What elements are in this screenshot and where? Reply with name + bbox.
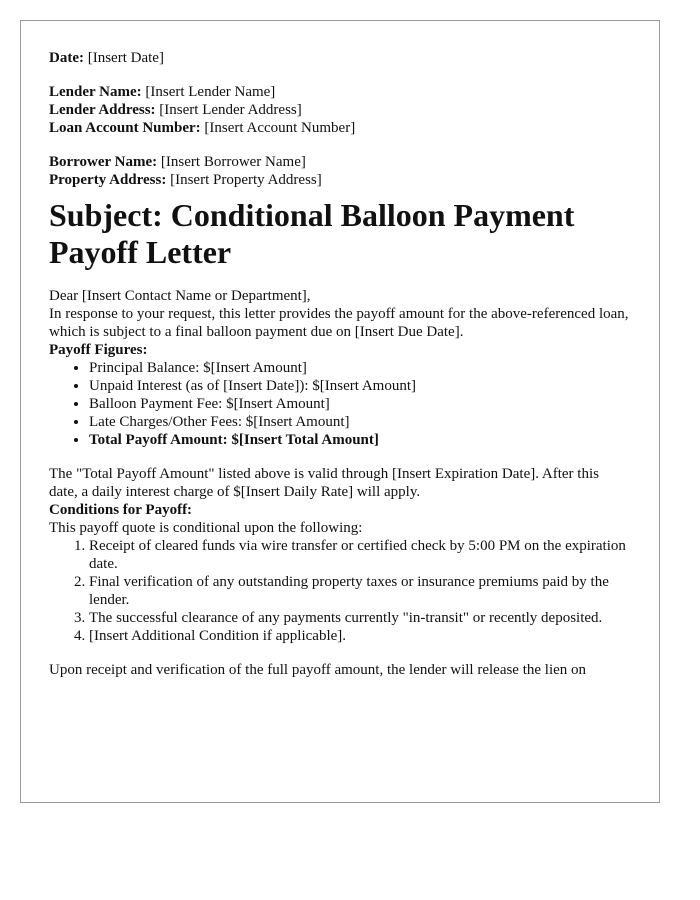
- closing-paragraph: Upon receipt and verification of the full payoff amount, the lender will release the lien on: [49, 662, 587, 678]
- date-block: [49, 49, 631, 67]
- date-line: [49, 49, 631, 67]
- list-item: • Unpaid Interest (as of [Insert Date]): $[Insert Amount]: [89, 377, 631, 395]
- payoff-figures-list: [49, 359, 631, 449]
- list-item: 1. Receipt of cleared funds via wire transfer or certified check by 5:00 PM on the expiration date.: [89, 537, 631, 573]
- list-item: • Principal Balance: $[Insert Amount]: [89, 359, 631, 377]
- lender-name-value: [Insert Lender Name]: [145, 84, 276, 100]
- lender-address-value: [Insert Lender Address]: [159, 102, 302, 118]
- property-address-value: [Insert Property Address]: [170, 172, 322, 188]
- borrower-name-label: Borrower Name:: [49, 154, 158, 170]
- date-label: Date:: [49, 50, 84, 66]
- loan-account-line: [49, 119, 631, 137]
- subject-heading: Subject: Conditional Balloon Payment Payoff Letter: [49, 197, 575, 270]
- loan-account-value: [Insert Account Number]: [204, 120, 356, 136]
- letter-content: [21, 21, 659, 679]
- lender-address-label: Lender Address:: [49, 102, 156, 118]
- date-value: [Insert Date]: [87, 50, 164, 66]
- lender-name-line: [49, 83, 631, 101]
- total-payoff-text: Total Payoff Amount: $[Insert Total Amount]: [89, 432, 379, 448]
- conditions-heading-text: Conditions for Payoff:: [49, 502, 193, 518]
- list-item: 4. [Insert Additional Condition if applicable].: [89, 627, 631, 645]
- letter-page: [20, 20, 660, 803]
- intro-paragraph: In response to your request, this letter provides the payoff amount for the above-referenced loan, which is subject to a final balloon payment due on [Insert Due Date].: [49, 306, 629, 340]
- salutation: Dear [Insert Contact Name or Department],: [49, 288, 311, 304]
- conditions-heading: [49, 501, 631, 519]
- list-item: • Balloon Payment Fee: $[Insert Amount]: [89, 395, 631, 413]
- lender-block: [49, 83, 631, 137]
- payoff-figures-heading-text: Payoff Figures:: [49, 342, 148, 358]
- borrower-name-line: [49, 153, 631, 171]
- conditions-intro: This payoff quote is conditional upon the following:: [49, 520, 363, 536]
- borrower-block: [49, 153, 631, 189]
- list-item: 2. Final verification of any outstanding property taxes or insurance premiums paid by the lender.: [89, 573, 631, 609]
- validity-paragraph: The "Total Payoff Amount" listed above is valid through [Insert Expiration Date]. After this date, a daily interest charge of $[Insert Daily Rate] will apply.: [49, 466, 599, 500]
- property-address-label: Property Address:: [49, 172, 167, 188]
- total-payoff-item: [89, 431, 631, 449]
- property-address-line: [49, 171, 631, 189]
- payoff-figures-heading: [49, 341, 631, 359]
- borrower-name-value: [Insert Borrower Name]: [160, 154, 306, 170]
- lender-address-line: [49, 101, 631, 119]
- loan-account-label: Loan Account Number:: [49, 120, 201, 136]
- conditions-list: [49, 537, 631, 645]
- lender-name-label: Lender Name:: [49, 84, 142, 100]
- list-item: 3. The successful clearance of any payments currently "in-transit" or recently deposited.: [89, 609, 631, 627]
- list-item: • Late Charges/Other Fees: $[Insert Amount]: [89, 413, 631, 431]
